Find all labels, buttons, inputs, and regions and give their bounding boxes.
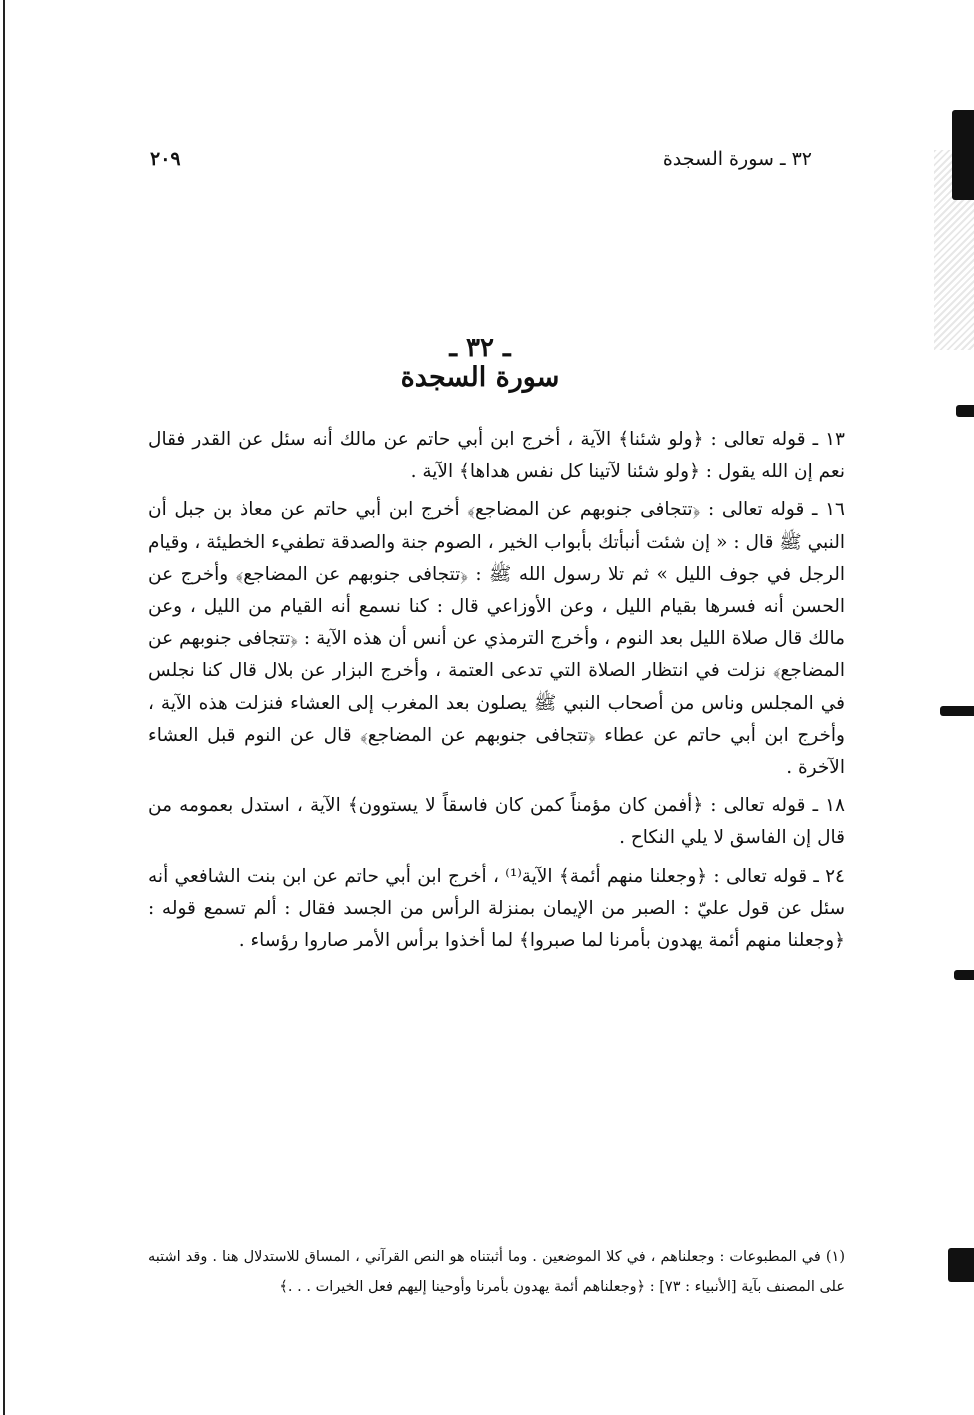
paragraph-verse-24: ٢٤ ـ قوله تعالى : ﴿وجعلنا منهم أئمة﴾ الآية⁽¹⁾ ، أخرج ابن أبي حاتم عن ابن بنت الشافعي أنه سئل عن قول عليّ : الصبر من الإيمان بمنزلة الرأس من الجسد فقال : ألم تسمع قوله : ﴿وجعلنا منهم أئمة يهدون بأمرنا لما صبروا﴾ لما أخذوا برأس الأمر صاروا رؤساء . <box>148 865 845 952</box>
running-title: ٣٢ ـ سورة السجدة <box>662 148 812 170</box>
paragraph-verse-18: ١٨ ـ قوله تعالى : ﴿أفمن كان مؤمناً كمن كان فاسقاً لا يستوون﴾ الآية ، استدل بعمومه من قال إن الفاسق لا يلي النكاح . <box>148 795 845 849</box>
scan-edge-mark <box>954 970 974 980</box>
paragraph-verse-13: ١٣ ـ قوله تعالى : ﴿ولو شئنا﴾ الآية ، أخرج ابن أبي حاتم عن مالك أنه سئل عن القدر فقال نعم إن الله يقول : ﴿ولو شئنا لآتينا كل نفس هداها﴾ الآية . <box>148 429 845 483</box>
running-header <box>150 148 812 176</box>
scan-border <box>3 0 5 1415</box>
footnote-divider <box>606 1222 845 1223</box>
scan-edge-mark <box>956 405 974 417</box>
chapter-title: سورة السجدة <box>400 362 560 393</box>
scan-edge-mark <box>948 1248 974 1282</box>
footnote: (١) في المطبوعات : وجعلناهم ، في كلا الموضعين . وما أثبتناه هو النص القرآني ، المساق للاستدلال هنا . وقد اشتبه على المصنف بآية [الأنبياء : ٧٣] : ﴿وجعلناهم أئمة يهدون بأمرنا وأوحينا إليهم فعل الخيرات . . .﴾ <box>148 1249 845 1295</box>
main-text <box>148 424 845 963</box>
scan-edge-mark <box>952 110 974 200</box>
paragraph-verse-16: ١٦ ـ قوله تعالى : ﴿تتجافى جنوبهم عن المضاجع﴾ أخرج ابن أبي حاتم عن معاذ بن جبل أن النبي ﷺ قال : « إن شئت أنبأتك بأبواب الخير ، الصوم جنة والصدقة تطفيء الخطيئة ، وقيام الرجل في جوف الليل » ثم تلا رسول الله ﷺ : ﴿تتجافى جنوبهم عن المضاجع﴾ وأخرج عن الحسن أنه فسرها بقيام الليل ، وعن الأوزاعي قال : كنا نسمع أنه القيام من الليل ، وعن مالك قال صلاة الليل بعد النوم ، وأخرج الترمذي عن أنس أن هذه الآية : ﴿تتجافى جنوبهم عن المضاجع﴾ نزلت في انتظار الصلاة التي تدعى العتمة ، وأخرج البزار عن بلال قال كنا نجلس في المجلس وناس من أصحاب النبي ﷺ يصلون بعد المغرب إلى العشاء فنزلت هذه الآية ، وأخرج ابن أبي حاتم عن عطاء ﴿تتجافى جنوبهم عن المضاجع﴾ قال عن النوم قبل العشاء الآخرة . <box>148 499 845 779</box>
page-number: ٢٠٩ <box>150 148 181 170</box>
scan-edge-mark <box>940 706 974 716</box>
chapter-number: ـ ٣٢ ـ <box>449 333 511 363</box>
